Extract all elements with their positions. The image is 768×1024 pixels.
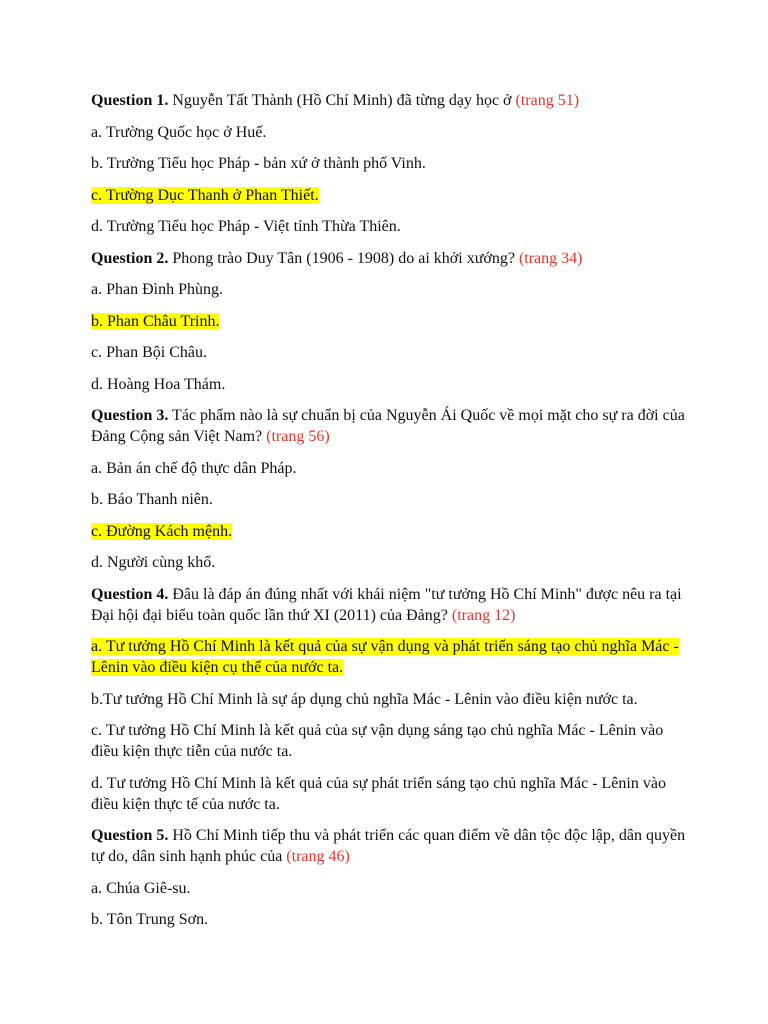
answer-option: [91, 909, 691, 930]
option-text: d. Người cùng khổ.: [91, 554, 216, 571]
question-text: Đâu là đáp án đúng nhất với khái niệm "tư tưởng Hồ Chí Minh" được nêu ra tại Đại hội đại biểu toàn quốc lần thứ XI (2011) của Đảng?: [91, 585, 686, 624]
answer-option: [91, 689, 691, 710]
answer-option-correct: [91, 521, 691, 542]
answer-option: [91, 374, 691, 395]
question-2: [91, 248, 691, 269]
answer-option-correct: [91, 185, 691, 206]
option-text: c. Trường Dục Thanh ở Phan Thiết.: [91, 186, 319, 204]
question-label: Question 1.: [91, 92, 169, 109]
answer-option: [91, 552, 691, 573]
answer-option: [91, 279, 691, 300]
answer-option: [91, 878, 691, 899]
question-label: Question 5.: [91, 827, 169, 844]
option-text: c. Phan Bội Châu.: [91, 344, 207, 361]
option-text: a. Chúa Giê-su.: [91, 879, 191, 897]
option-text: d. Hoàng Hoa Thám.: [91, 375, 226, 393]
option-text: c. Tư tưởng Hồ Chí Minh là kết quả của sự vận dụng sáng tạo chủ nghĩa Mác - Lênin vào điều kiện thực tiễn của nước ta.: [91, 722, 664, 760]
answer-option: [91, 153, 691, 174]
option-text: a. Tư tưởng Hồ Chí Minh là kết quả của sự vận dụng và phát triển sáng tạo chủ nghĩa Mác - Lênin vào điều kiện cụ thể của nước ta.: [91, 638, 679, 676]
page-reference: (trang 34): [518, 249, 583, 267]
option-text: b. Trường Tiểu học Pháp - bản xứ ở thành phố Vinh.: [91, 155, 426, 172]
option-text: a. Phan Đình Phùng.: [91, 281, 223, 298]
option-text: d. Tư tưởng Hồ Chí Minh là kết quả của sự phát triển sáng tạo chủ nghĩa Mác - Lênin vào điều kiện thực tế của nước ta.: [91, 774, 666, 813]
answer-option: [91, 773, 691, 815]
page-reference: (trang 56): [266, 428, 330, 445]
answer-option: [91, 458, 691, 479]
question-3: [91, 405, 691, 447]
question-label: Question 4.: [91, 585, 169, 603]
question-1: [91, 90, 691, 111]
option-text: d. Trường Tiểu học Pháp - Việt tỉnh Thừa Thiên.: [91, 218, 401, 235]
option-text: b. Báo Thanh niên.: [91, 491, 213, 508]
option-text: b. Phan Châu Trinh.: [91, 312, 220, 330]
option-text: a. Bản án chế độ thực dân Pháp.: [91, 459, 297, 477]
question-text: Phong trào Duy Tân (1906 - 1908) do ai khởi xướng?: [168, 249, 519, 267]
answer-option: [91, 720, 691, 762]
question-text: Nguyễn Tất Thành (Hồ Chí Minh) đã từng dạy học ở: [168, 92, 516, 109]
question-5: [91, 825, 691, 867]
question-label: Question 2.: [91, 249, 169, 267]
question-4: [91, 584, 691, 626]
option-text: b. Tôn Trung Sơn.: [91, 911, 209, 928]
option-text: c. Đường Kách mệnh.: [91, 522, 233, 540]
answer-option-correct: [91, 311, 691, 332]
answer-option: [91, 489, 691, 510]
answer-option-correct: [91, 636, 691, 678]
page-reference: (trang 12): [451, 606, 516, 624]
question-text: Hồ Chí Minh tiếp thu và phát triển các quan điểm về dân tộc độc lập, dân quyền tự do, dân sinh hạnh phúc của: [91, 827, 690, 865]
question-label: Question 3.: [91, 407, 169, 424]
option-text: b.Tư tưởng Hồ Chí Minh là sự áp dụng chủ nghĩa Mác - Lênin vào điều kiện nước ta.: [91, 690, 638, 708]
answer-option: [91, 216, 691, 237]
answer-option: [91, 122, 691, 143]
page-reference: (trang 46): [286, 848, 350, 865]
page-reference: (trang 51): [515, 92, 580, 109]
option-text: a. Trường Quốc học ở Huế.: [91, 123, 267, 141]
question-list: [91, 90, 691, 941]
question-text: Tác phẩm nào là sự chuẩn bị của Nguyễn Ái Quốc về mọi mặt cho sự ra đời của Đảng Cộng sản Việt Nam?: [91, 407, 689, 445]
answer-option: [91, 342, 691, 363]
